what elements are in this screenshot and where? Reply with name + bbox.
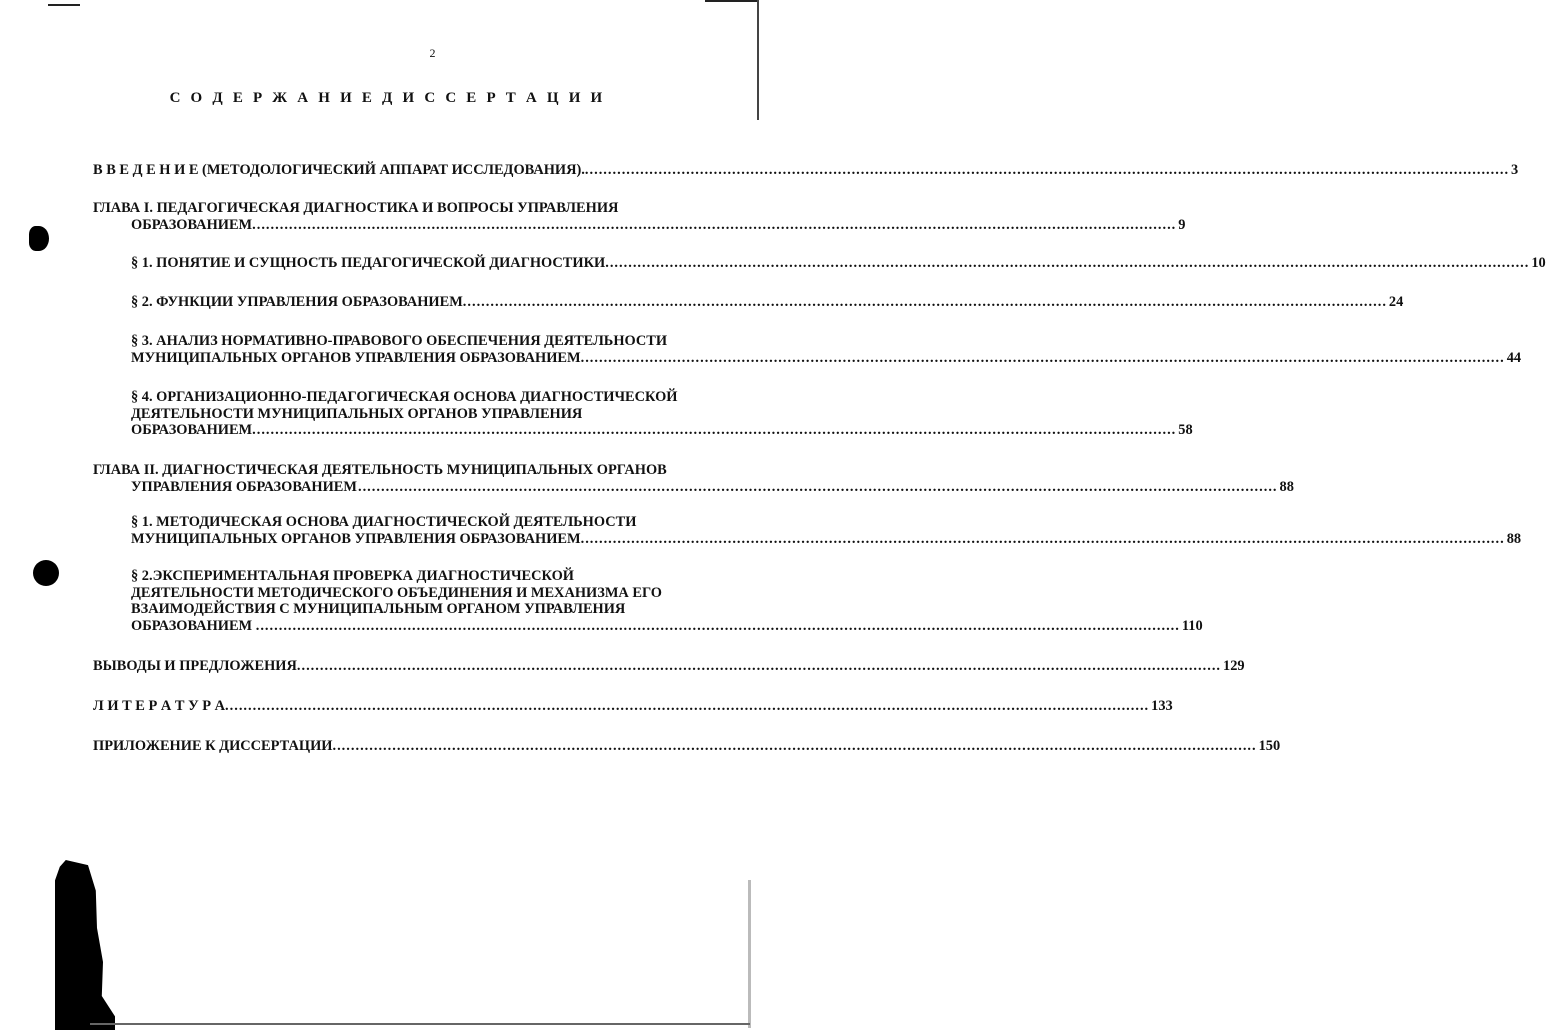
toc-page-number: 88: [1506, 530, 1522, 547]
toc-entry-introduction: [93, 162, 1519, 179]
toc-page-number: 10: [1531, 255, 1546, 271]
dot-leader: ........................................................................................................................................................................................................: [585, 349, 1505, 366]
toc-entry-line: ДЕЯТЕЛЬНОСТИ МЕТОДИЧЕСКОГО ОБЪЕДИНЕНИЯ И МЕХАНИЗМА ЕГО: [131, 584, 662, 601]
dot-leader: ........................................................................................................................................................................................................: [467, 294, 1387, 310]
toc-page-number: 110: [1181, 617, 1203, 634]
page-number: 2: [429, 46, 436, 60]
dot-leader: ........................................................................................................................................................................................................: [301, 658, 1222, 674]
dot-leader: ........................................................................................................................................................................................................: [260, 617, 1180, 634]
toc-page-number: 9: [1178, 216, 1186, 233]
toc-entry-line: ВЗАИМОДЕЙСТВИЯ С МУНИЦИПАЛЬНЫМ ОРГАНОМ УПРАВЛЕНИЯ: [131, 601, 626, 617]
dot-leader: ........................................................................................................................................................................................................: [357, 478, 1278, 495]
toc-entry-text: ПРИЛОЖЕНИЕ К ДИССЕРТАЦИИ.: [93, 738, 337, 754]
dot-leader: ........................................................................................................................................................................................................: [229, 698, 1150, 714]
toc-entry-conclusions: [93, 658, 1245, 675]
toc-entry-section-2-1: [131, 514, 1522, 547]
toc-entry-text: Л И Т Е Р А Т У Р А.: [93, 698, 229, 714]
dot-leader: ........................................................................................................................................................................................................: [585, 530, 1505, 547]
toc-entry-line: ДЕЯТЕЛЬНОСТИ МУНИЦИПАЛЬНЫХ ОРГАНОВ УПРАВЛЕНИЯ: [131, 405, 583, 422]
scan-artifact-top-left: [48, 4, 80, 6]
toc-entry-section-1-2: [131, 294, 1404, 311]
toc-entry-text: ВЫВОДЫ И ПРЕДЛОЖЕНИЯ.: [93, 658, 301, 674]
scan-shadow-bottom-left: [55, 860, 115, 1030]
dot-leader: ........................................................................................................................................................................................................: [337, 738, 1257, 754]
toc-entry-text: МУНИЦИПАЛЬНЫХ ОРГАНОВ УПРАВЛЕНИЯ ОБРАЗОВАНИЕМ.: [131, 349, 585, 366]
scan-artifact-right-edge-lower: [748, 880, 751, 1028]
toc-entry-appendix: [93, 738, 1281, 755]
toc-entry-line: § 1. МЕТОДИЧЕСКАЯ ОСНОВА ДИАГНОСТИЧЕСКОЙ ДЕЯТЕЛЬНОСТИ: [131, 514, 637, 530]
toc-page-number: 133: [1151, 698, 1173, 714]
dot-leader: ........................................................................................................................................................................................................: [256, 422, 1177, 438]
toc-entry-section-1-3: [131, 333, 1522, 366]
toc-entry-text: В В Е Д Е Н И Е (МЕТОДОЛОГИЧЕСКИЙ АППАРАТ ИССЛЕДОВАНИЯ)..: [93, 162, 589, 178]
toc-entry-section-1-4: [131, 389, 1193, 439]
toc-entry-text: ОБРАЗОВАНИЕМ .: [131, 617, 260, 634]
toc-entry-text: § 2. ФУНКЦИИ УПРАВЛЕНИЯ ОБРАЗОВАНИЕМ.: [131, 294, 467, 310]
dot-leader: ........................................................................................................................................................................................................: [256, 216, 1177, 233]
scan-artifact-bottom-edge: [90, 1023, 750, 1025]
toc-entry-section-2-2: [131, 568, 1203, 634]
toc-entry-line: ГЛАВА I. ПЕДАГОГИЧЕСКАЯ ДИАГНОСТИКА И ВОПРОСЫ УПРАВЛЕНИЯ: [93, 200, 619, 216]
page-title: С О Д Е Р Ж А Н И Е Д И С С Е Р Т А Ц И И: [169, 90, 606, 106]
scan-artifact-top-right: [705, 0, 757, 2]
toc-entry-chapter-1: [93, 200, 1186, 233]
toc-entry-text: УПРАВЛЕНИЯ ОБРАЗОВАНИЕМ: [131, 478, 357, 495]
toc-page-number: 129: [1223, 658, 1245, 674]
toc-page-number: 24: [1388, 294, 1404, 310]
dot-leader: ........................................................................................................................................................................................................: [609, 255, 1530, 271]
punch-hole-lower: [33, 560, 59, 586]
toc-entry-line: § 2.ЭКСПЕРИМЕНТАЛЬНАЯ ПРОВЕРКА ДИАГНОСТИЧЕСКОЙ: [131, 568, 574, 584]
toc-entry-text: § 1. ПОНЯТИЕ И СУЩНОСТЬ ПЕДАГОГИЧЕСКОЙ ДИАГНОСТИКИ.: [131, 255, 609, 271]
punch-hole-upper: [29, 226, 49, 251]
toc-entry-references: [93, 698, 1173, 715]
toc-page-number: 88: [1279, 478, 1294, 495]
toc-page-number: 3: [1511, 162, 1519, 178]
toc-entry-section-1-1: [131, 255, 1546, 272]
toc-page-number: 44: [1506, 349, 1522, 366]
toc-entry-line: § 3. АНАЛИЗ НОРМАТИВНО-ПРАВОВОГО ОБЕСПЕЧЕНИЯ ДЕЯТЕЛЬНОСТИ: [131, 333, 668, 349]
toc-entry-text: ОБРАЗОВАНИЕМ.: [131, 422, 256, 438]
toc-entry-chapter-2: [93, 462, 1294, 495]
toc-page-number: 150: [1258, 738, 1281, 754]
toc-entry-text: ОБРАЗОВАНИЕМ.: [131, 216, 256, 233]
toc-entry-line: § 4. ОРГАНИЗАЦИОННО-ПЕДАГОГИЧЕСКАЯ ОСНОВА ДИАГНОСТИЧЕСКОЙ: [131, 389, 678, 405]
toc-page-number: 58: [1178, 422, 1193, 438]
toc-entry-line: ГЛАВА II. ДИАГНОСТИЧЕСКАЯ ДЕЯТЕЛЬНОСТЬ МУНИЦИПАЛЬНЫХ ОРГАНОВ: [93, 462, 667, 478]
dot-leader: ........................................................................................................................................................................................................: [589, 162, 1510, 178]
toc-entry-text: МУНИЦИПАЛЬНЫХ ОРГАНОВ УПРАВЛЕНИЯ ОБРАЗОВАНИЕМ.: [131, 530, 585, 547]
